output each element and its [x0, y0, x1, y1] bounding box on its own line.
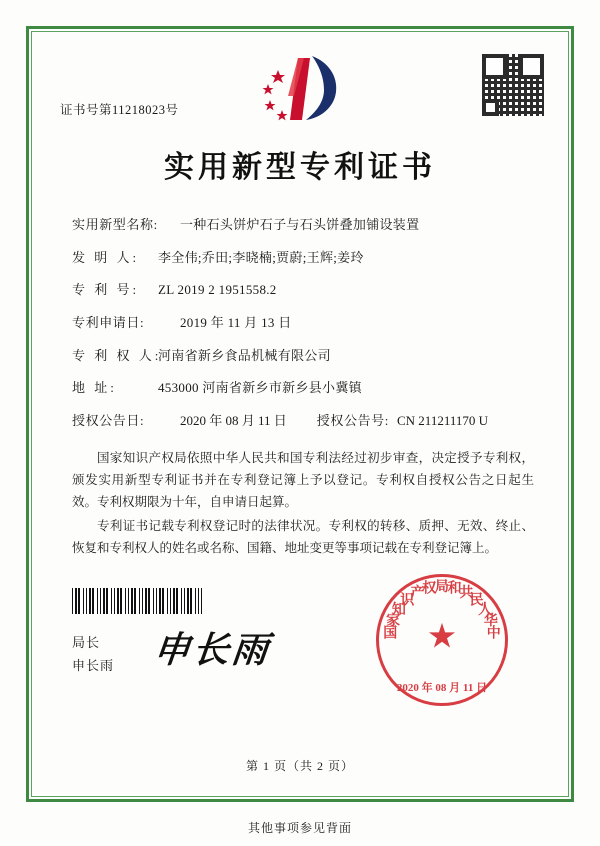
- field-value: 453000 河南省新乡市新乡县小冀镇: [158, 380, 362, 396]
- director-role-label: 局长: [72, 635, 101, 650]
- seal-star-icon: ★: [426, 618, 458, 656]
- seal-char: 产: [410, 586, 425, 602]
- field-row: [72, 379, 544, 397]
- grant-date-value: 2020 年 08 月 11 日: [180, 413, 287, 429]
- seal-char: 人: [478, 602, 493, 618]
- field-value: 一种石头饼炉石子与石头饼叠加铺设装置: [180, 217, 420, 232]
- grant-date-label: 授权公告日:: [72, 413, 145, 429]
- seal-char: 和: [447, 581, 462, 597]
- seal-char: 权: [422, 581, 437, 597]
- seal-char: 中: [486, 626, 501, 642]
- seal-char: 共: [459, 586, 474, 602]
- page-title: 实用新型专利证书: [164, 151, 436, 184]
- legal-text: [46, 448, 554, 559]
- field-label: 专 利 号:: [72, 282, 140, 298]
- field-label: 地 址:: [72, 380, 117, 396]
- field-value: 李全伟;乔田;李晓楠;贾蔚;王辉;姜玲: [158, 249, 364, 265]
- handwritten-signature: 申长雨: [151, 630, 273, 670]
- fields-list: [46, 216, 554, 430]
- field-label: 实用新型名称:: [72, 217, 158, 232]
- director-name-label: 申长雨: [72, 657, 115, 673]
- paragraph-2: 专利证书记载专利权登记时的法律状况。专利权的转移、质押、无效、终止、恢复和专利权人的姓名或名称、国籍、地址变更等事项记载在专利登记簿上。: [72, 518, 534, 555]
- seal-char: 华: [483, 614, 498, 630]
- seal-char: 识: [400, 593, 415, 609]
- official-seal: [376, 574, 508, 706]
- seal-char: 局: [435, 580, 449, 595]
- grant-row: [72, 412, 544, 430]
- seal-date: 2020 年 08 月 11 日: [396, 682, 488, 694]
- field-row: [72, 249, 544, 267]
- field-row: [72, 314, 544, 332]
- grant-number-value: CN 211211170 U: [397, 413, 488, 429]
- field-row: [72, 216, 544, 234]
- qr-code-icon: [482, 54, 544, 116]
- field-label: 发 明 人:: [72, 249, 140, 265]
- field-label: 专利申请日:: [72, 315, 145, 331]
- field-value: ZL 2019 2 1951558.2: [158, 282, 277, 298]
- paragraph-1: 国家知识产权局依照中华人民共和国专利法经过初步审查，决定授予专利权，颁发实用新型专利证书并在专利登记簿上予以登记。专利权自授权公告之日起生效。专利权期限为十年，自申请日起算。: [72, 451, 534, 510]
- footer-block: [46, 580, 554, 773]
- barcode-icon: [72, 588, 202, 614]
- seal-char: 家: [386, 614, 401, 630]
- page-number: 第 1 页（共 2 页）: [245, 759, 354, 773]
- footer-note: 其他事项参见背面: [247, 821, 352, 835]
- field-row: [72, 281, 544, 299]
- field-label: 专 利 权 人:: [72, 347, 162, 363]
- seal-char: 民: [469, 593, 484, 609]
- field-row: [72, 347, 544, 365]
- qr-finder-bottom-left: [482, 99, 499, 116]
- field-value: 2019 年 11 月 13 日: [180, 315, 292, 331]
- seal-char: 知: [391, 602, 406, 618]
- field-value: 河南省新乡食品机械有限公司: [158, 347, 331, 363]
- grant-number-label: 授权公告号:: [316, 413, 389, 429]
- header-row: [46, 46, 554, 128]
- seal-char: 国: [383, 626, 398, 642]
- certificate-content: [46, 46, 554, 786]
- cnipa-logo-icon: [254, 52, 346, 124]
- certificate-number: 证书号第11218023号: [60, 103, 179, 117]
- signature-block: [72, 632, 114, 678]
